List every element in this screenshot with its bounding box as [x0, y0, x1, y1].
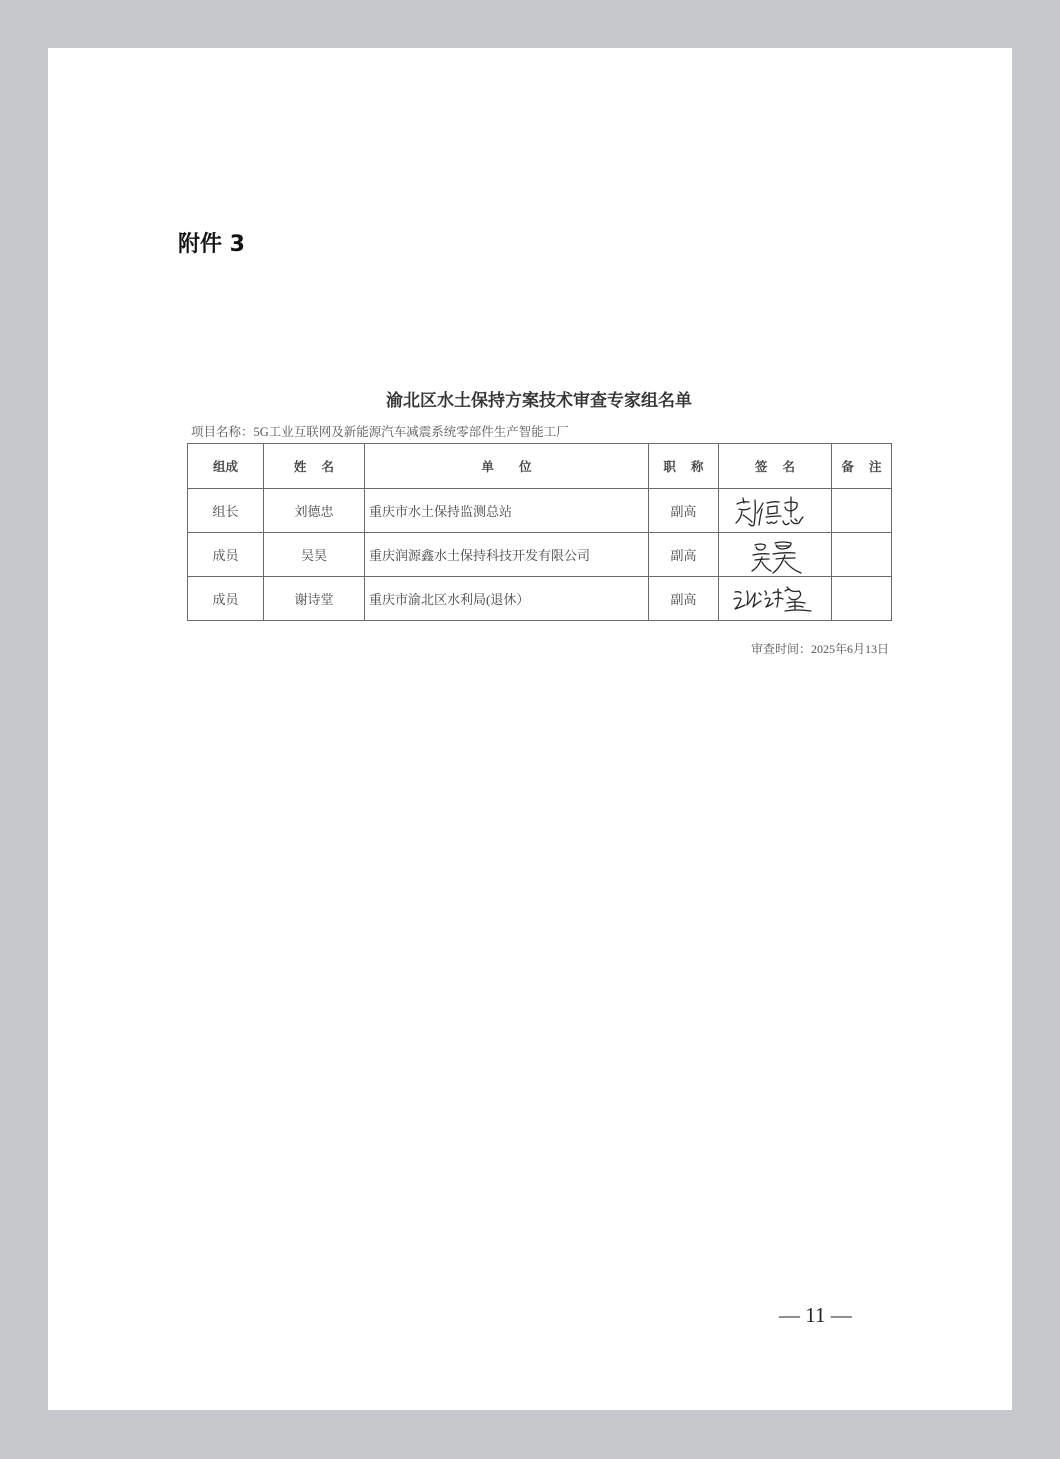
signature-cell	[719, 577, 832, 621]
name-cell: 刘德忠	[264, 489, 365, 533]
header-role: 组成	[188, 444, 264, 489]
remark-cell	[832, 533, 892, 577]
signature-cell	[719, 533, 832, 577]
remark-cell	[832, 577, 892, 621]
header-remark: 备 注	[832, 444, 892, 489]
header-name: 姓 名	[264, 444, 365, 489]
table-row	[188, 533, 892, 577]
attachment-label: 附件 3	[178, 232, 245, 257]
title-cell: 副高	[649, 533, 719, 577]
role-cell: 成员	[188, 577, 264, 621]
table-header-row	[188, 444, 892, 489]
unit-cell: 重庆市渝北区水利局(退休）	[365, 577, 649, 621]
title-cell: 副高	[649, 577, 719, 621]
table-row	[188, 489, 892, 533]
unit-cell: 重庆润源鑫水土保持科技开发有限公司	[365, 533, 649, 577]
remark-cell	[832, 489, 892, 533]
role-cell: 组长	[188, 489, 264, 533]
header-title: 职 称	[649, 444, 719, 489]
signature-cell	[719, 489, 832, 533]
handwritten-signature	[719, 489, 832, 532]
unit-cell: 重庆市水土保持监测总站	[365, 489, 649, 533]
title-cell: 副高	[649, 489, 719, 533]
name-cell: 谢诗堂	[264, 577, 365, 621]
document-title: 渝北区水土保持方案技术审查专家组名单	[386, 391, 692, 410]
header-signature: 签 名	[719, 444, 832, 489]
handwritten-signature	[719, 577, 832, 620]
expert-panel-table	[187, 443, 892, 621]
role-cell: 成员	[188, 533, 264, 577]
name-cell: 吴昊	[264, 533, 365, 577]
project-name: 项目名称：5G工业互联网及新能源汽车减震系统零部件生产智能工厂	[191, 425, 569, 439]
table-row	[188, 577, 892, 621]
header-unit: 单 位	[365, 444, 649, 489]
page-number: — 11 —	[779, 1303, 852, 1327]
handwritten-signature	[719, 533, 832, 576]
review-date: 审查时间：2025年6月13日	[750, 642, 889, 656]
